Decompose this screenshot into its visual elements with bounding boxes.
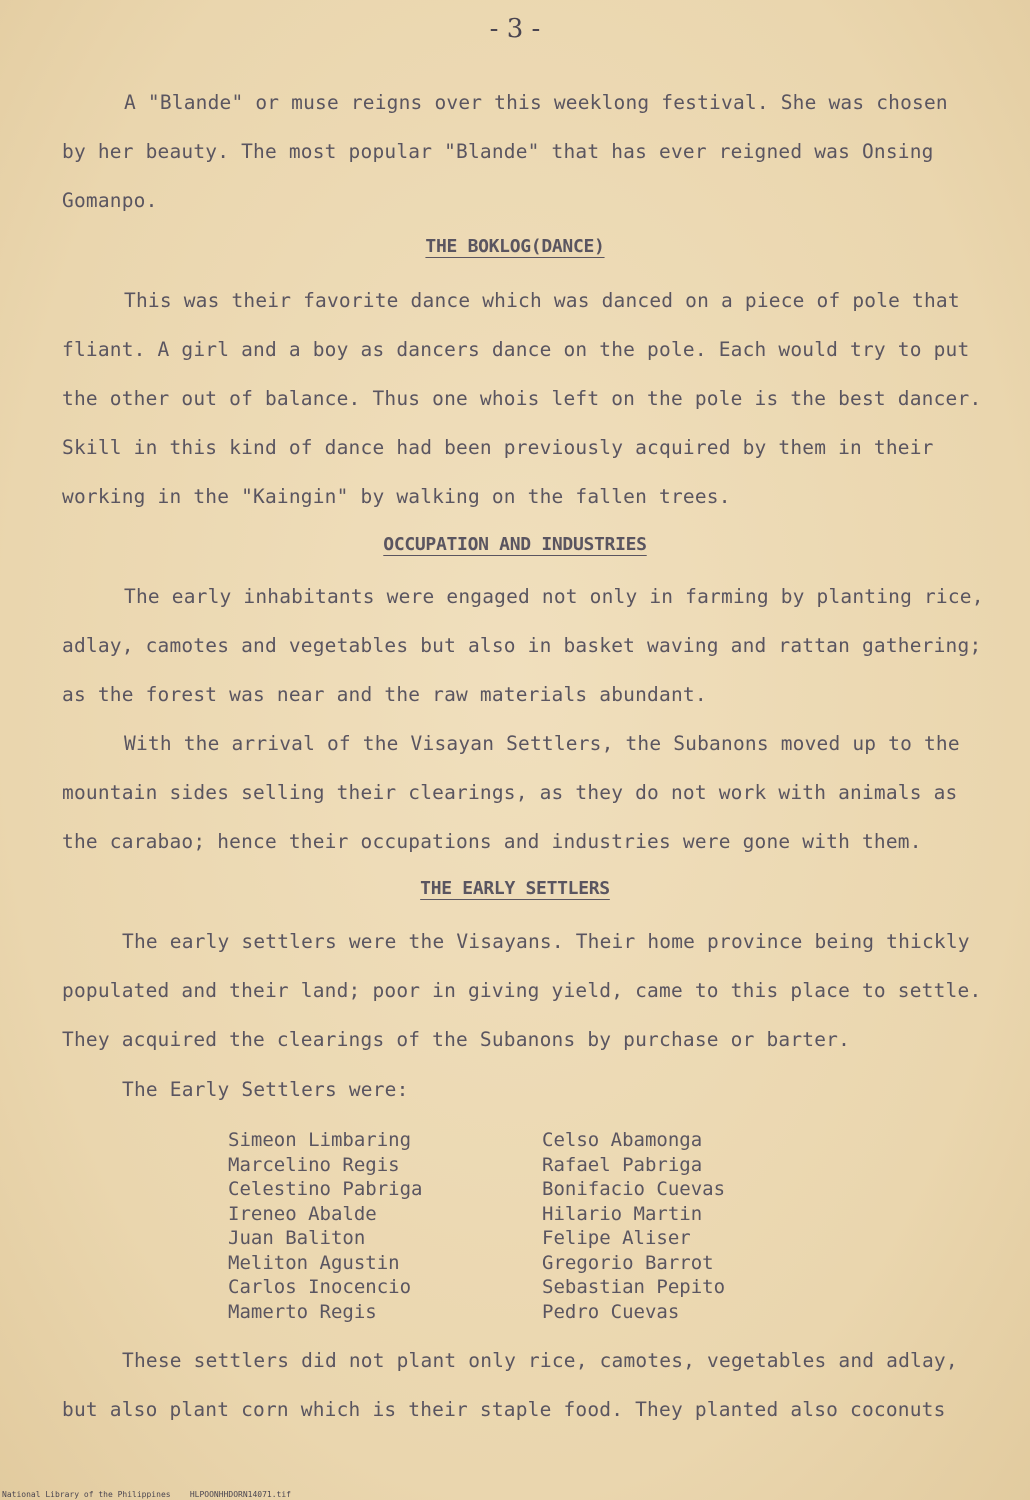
heading-occupation: OCCUPATION AND INDUSTRIES [383,534,647,555]
paragraph-settlers-1: The early settlers were the Visayans. Their home province being thickly populated and their land; poor in giving yield, came to this place to settle. They acquired the clearings of the Subanons by purchase or barter. [62,930,982,1051]
settler-name: Meliton Agustin [228,1251,400,1274]
paragraph-occupation-2: With the arrival of the Visayan Settlers, the Subanons moved up to the mountain sides selling their clearings, as they do not work with animals as the carabao; hence their occupations and industries were gone with them. [62,732,960,853]
settler-name: Carlos Inocencio [228,1276,412,1298]
settler-name: Gregorio Barrot [542,1251,714,1274]
settler-name: Simeon Limbaring [228,1129,412,1151]
page-number: - 3 - [489,14,541,44]
heading-early-settlers: THE EARLY SETTLERS [420,878,610,899]
settler-name: Rafael Pabriga [542,1153,703,1176]
settlers-list-left [228,1128,422,1324]
paragraph-blande: A "Blande" or muse reigns over this weeklong festival. She was chosen by her beauty. The most popular "Blande" that has ever reigned was Onsing Gomanpo. [62,91,948,212]
settler-name: Juan Baliton [228,1227,366,1249]
settler-name: Celestino Pabriga [228,1178,423,1200]
settler-name: Ireneo Abalde [228,1202,377,1225]
paragraph-settlers-2: These settlers did not plant only rice, camotes, vegetables and adlay, but also plant corn which is their staple food. They planted also coconuts [62,1349,958,1421]
settler-name: Hilario Martin [542,1202,703,1225]
settler-name: Bonifacio Cuevas [542,1178,726,1200]
archive-footer: National Library of the Philippines HLPOONHHDORN14071.tif [2,1490,291,1499]
settler-name: Marcelino Regis [228,1153,400,1176]
settler-name: Celso Abamonga [542,1129,703,1151]
paragraph-boklog: This was their favorite dance which was danced on a piece of pole that fliant. A girl and a boy as dancers dance on the pole. Each would try to put the other out of balance. Thus one whois left on the pole is the best dancer. Skill in this kind of dance had been previously acquired by them in their working in the "Kaingin" by walking on the fallen trees. [62,289,982,508]
settler-name: Pedro Cuevas [542,1300,680,1323]
paragraph-occupation-1: The early inhabitants were engaged not only in farming by planting rice, adlay, camotes and vegetables but also in basket waving and rattan gathering; as the forest was near and the raw materials abundant. [62,585,984,706]
settler-name: Sebastian Pepito [542,1276,726,1298]
heading-boklog: THE BOKLOG(DANCE) [425,236,605,257]
settler-name: Mamerto Regis [228,1300,377,1323]
settlers-list-right [542,1128,725,1324]
settlers-list-intro: The Early Settlers were: [122,1078,409,1101]
settler-name: Felipe Aliser [542,1227,691,1249]
